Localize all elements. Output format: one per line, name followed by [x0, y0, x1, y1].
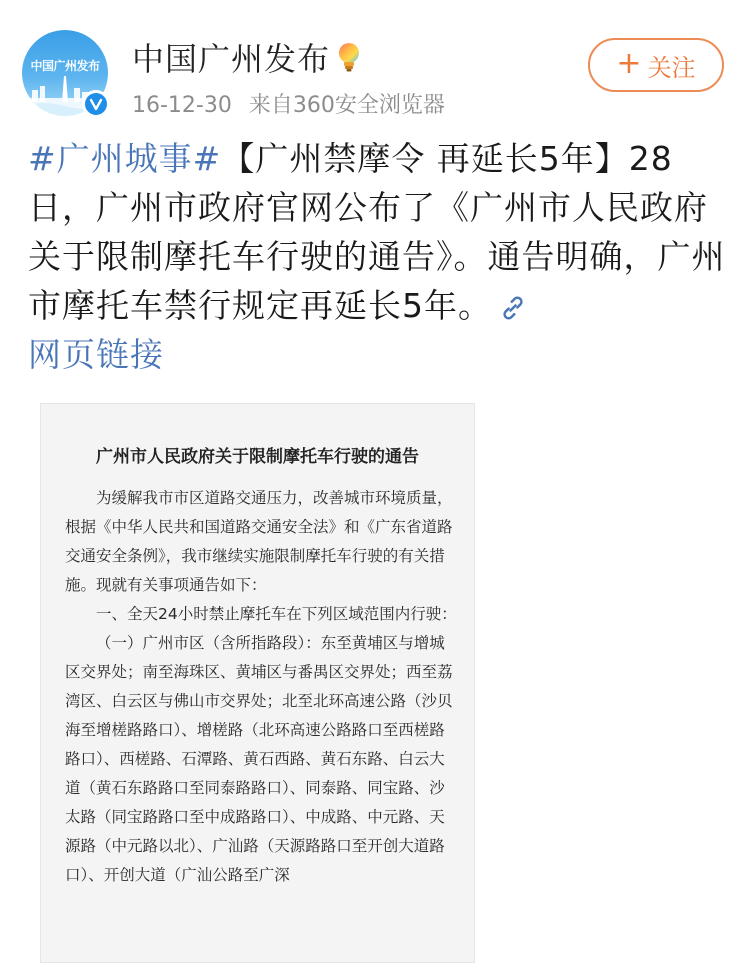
link-icon[interactable]: [498, 293, 528, 323]
avatar[interactable]: [22, 30, 108, 116]
verified-icon: [82, 90, 110, 118]
post-source: 来自360安全浏览器: [248, 93, 445, 118]
notice-paragraph: （一）广州市区（含所指路段）：东至黄埔区与增城区交界处；南至海珠区、黄埔区与番禺区交界处；西至荔湾区、白云区与佛山市交界处；北至北环高速公路（沙贝海至增槎路路口）、增槎路（北环高速公路路口至西槎路路口）、西槎路、石潭路、黄石西路、黄石东路、白云大道（黄石东路路口至同泰路路口）、同泰路、同宝路、沙太路（同宝路路口至中成路路口）、中成路、中元路、天源路（中元路以北）、广汕路（天源路路口至开创大道路口）、开创大道（广汕公路至广深: [65, 634, 453, 884]
post-meta: [132, 88, 445, 119]
notice-body: [65, 484, 457, 890]
notice-title: 广州市人民政府关于限制摩托车行驶的通告: [96, 447, 419, 467]
notice-paragraph: 为缓解我市市区道路交通压力，改善城市环境质量，根据《中华人民共和国道路交通安全法》和《广东省道路交通安全条例》，我市继续实施限制摩托车行驶的有关措施。现就有关事项通告如下：: [65, 489, 453, 594]
avatar-text: 中国广州发布: [30, 59, 100, 73]
notice-paragraph: 一、全天24小时禁止摩托车在下列区域范围内行驶：: [96, 605, 457, 623]
post-date: 16-12-30: [132, 93, 232, 118]
follow-label: 关注: [647, 53, 696, 82]
account-name-row: [132, 34, 362, 80]
web-link[interactable]: 网页链接: [28, 335, 164, 374]
plus-icon: +: [616, 45, 642, 81]
hashtag-link[interactable]: #广州城事#: [28, 139, 222, 178]
post-body: 【广州禁摩令 再延长5年】28日，广州市政府官网公布了《广州市人民政府关于限制摩托车行驶的通告》。通告明确，广州市摩托车禁行规定再延长5年。: [28, 139, 726, 325]
post-text: [28, 134, 728, 379]
lightbulb-icon: [336, 41, 362, 73]
account-name[interactable]: 中国广州发布: [132, 40, 331, 78]
follow-button[interactable]: [588, 38, 724, 92]
notice-image[interactable]: [40, 403, 475, 963]
